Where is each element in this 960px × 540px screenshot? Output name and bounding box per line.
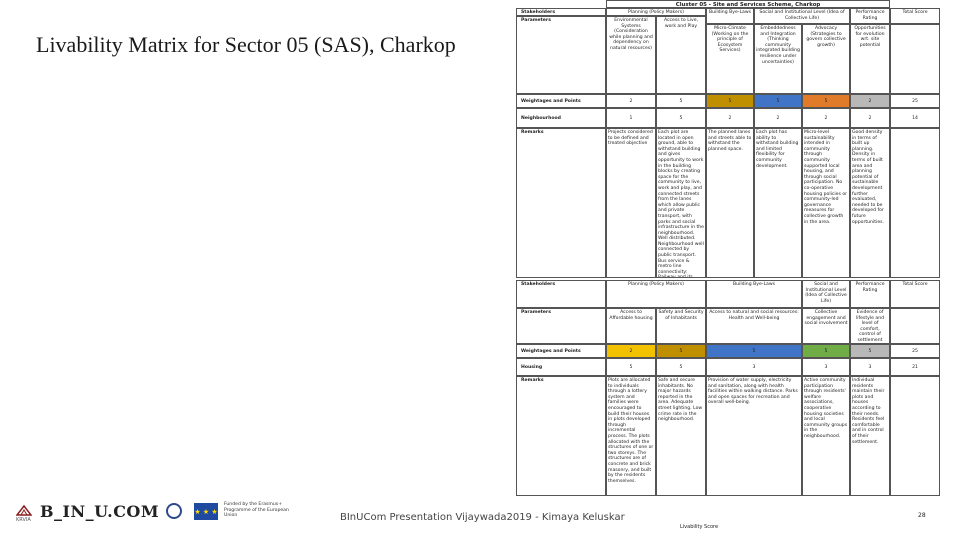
weightage-value: 5 xyxy=(802,94,850,108)
empty-cell xyxy=(890,128,940,278)
empty-cell xyxy=(890,308,940,344)
score-total: 21 xyxy=(890,358,940,376)
weightage-value: 5 xyxy=(850,344,890,358)
weightage-label: Weightages and Points xyxy=(516,94,606,108)
total-score-header: Total Score xyxy=(890,8,940,24)
score-value: 3 xyxy=(802,358,850,376)
remarks-label: Remarks xyxy=(516,128,606,278)
empty-cell xyxy=(890,24,940,94)
total-score-header: Total Score xyxy=(890,280,940,308)
eu-flag-icon xyxy=(194,503,218,520)
weightage-value: 5 xyxy=(656,344,706,358)
score-value: 2 xyxy=(754,108,802,128)
score-value: 5 xyxy=(656,108,706,128)
score-value: 2 xyxy=(850,108,890,128)
parameters-label: Parameters xyxy=(516,308,606,344)
binucom-logo: B_IN_U.COM xyxy=(40,502,160,521)
score-value: 5 xyxy=(656,358,706,376)
remark: The planned lanes and streets able to withstand the planned space. xyxy=(706,128,754,278)
remark: Safe and secure inhabitants. No major hazards reported in the area. Adequate street lighting. Low crime rate in the neighbourhood. xyxy=(656,376,706,496)
weightage-value: 5 xyxy=(706,94,754,108)
remark: Each plot has ability to withstand building and limited flexibility for community development. xyxy=(754,128,802,278)
stakeholder-planning: Planning (Policy Makers) xyxy=(606,280,706,308)
weightage-value: 5 xyxy=(706,344,802,358)
weightage-value: 2 xyxy=(606,94,656,108)
krvia-logo-icon xyxy=(16,504,32,516)
parameters-label: Parameters xyxy=(516,16,606,94)
stakeholder-bye-laws: Building Bye-Laws xyxy=(706,8,754,24)
weightage-total: 25 xyxy=(890,344,940,358)
parameter: Access to Live, work and Play xyxy=(656,16,706,94)
remark: Projects considered to be defined and treated objective xyxy=(606,128,656,278)
weightage-total: 25 xyxy=(890,94,940,108)
row-label-housing: Housing xyxy=(516,358,606,376)
remark: Micro-level sustainability intended in community through community supported local housing, and through social participation. No co-operative housing policies or community-led governance measures for collective growth in the area. xyxy=(802,128,850,278)
stakeholder-social: Social and Institutional Level (Idea of Collective Life) xyxy=(754,8,850,24)
score-value: 5 xyxy=(606,358,656,376)
page-number: 28 xyxy=(918,512,926,519)
remark: Individual residents maintain their plots and houses according to their needs. Residents feel comfortable and in control of their settlement. xyxy=(850,376,890,496)
weightage-label: Weightages and Points xyxy=(516,344,606,358)
parameter: Micro-Climate (Working on the principle of Ecosystem Services) xyxy=(706,24,754,94)
score-value: 2 xyxy=(706,108,754,128)
stakeholder-planning: Planning (Policy Makers) xyxy=(606,8,706,16)
parameter: Embeddedness and Integration (Thinking community integrated building resilience under uncertainties) xyxy=(754,24,802,94)
eu-flag-stars: ★ ★ ★ xyxy=(194,507,218,516)
remarks-label: Remarks xyxy=(516,376,606,496)
matrix-title: Cluster 05 - Site and Services Scheme, Charkop xyxy=(606,0,890,8)
stakeholders-label: Stakeholders xyxy=(516,8,606,16)
empty-cell xyxy=(890,376,940,496)
remark: Active community participation through residents' welfare associations, cooperative housing societies and local community groups in the neighbourhood. xyxy=(802,376,850,496)
remark: Plots are allocated to individuals through a lottery system and families were encouraged to build their houses in plots developed through incremental process. The plots allocated with the structures of one or two storeys. The structures are of concrete and brick masonry, and built by the residents themselves. xyxy=(606,376,656,496)
footer-caption: BInUCom Presentation Vijaywada2019 - Kimaya Keluskar xyxy=(340,512,625,523)
weightage-value: 2 xyxy=(606,344,656,358)
slide-title: Livability Matrix for Sector 05 (SAS), Charkop xyxy=(36,32,456,57)
weightage-value: 2 xyxy=(850,94,890,108)
parameter: Evidence of lifestyle and level of comfort, control of settlement xyxy=(850,308,890,344)
stakeholders-label: Stakeholders xyxy=(516,280,606,308)
weightage-value: 5 xyxy=(802,344,850,358)
stakeholder-performance: Performance Rating xyxy=(850,8,890,24)
remark: Each plot are located in open ground, able to withstand building and gives opportunity to work in the building blocks by creating space for the community to live, work and play, and connected streets from the lanes which allow public and private transport, with parks and social infrastructure in the neighbourhood. Well distributed. Neighbourhood well connected by public transport. Bus service & metro line connectivity: Railway and its xyxy=(658,130,705,278)
university-seal-icon xyxy=(166,503,182,519)
stakeholder-bye-laws: Building Bye-Laws xyxy=(706,280,802,308)
weightage-value: 5 xyxy=(754,94,802,108)
krvia-label: KRVIA xyxy=(16,517,31,523)
parameter: Access to Affordable housing xyxy=(606,308,656,344)
score-value: 1 xyxy=(606,108,656,128)
score-value: 3 xyxy=(706,358,802,376)
remark: Provision of water supply, electricity and sanitation, along with health facilities within walking distance. Parks and open spaces for recreation and overall well-being. xyxy=(706,376,802,496)
livability-matrix xyxy=(516,0,940,496)
parameter: Access to natural and social resources: Health and Well-being xyxy=(706,308,802,344)
score-value: 2 xyxy=(802,108,850,128)
score-value: 3 xyxy=(850,358,890,376)
parameter: Collective engagement and social involvement xyxy=(802,308,850,344)
row-label-neighbourhood: Neighbourhood xyxy=(516,108,606,128)
score-total: 14 xyxy=(890,108,940,128)
parameter: Opportunities for evolution wrt. site potential xyxy=(850,24,890,94)
stakeholder-social: Social and Institutional Level (Idea of Collective Life) xyxy=(802,280,850,308)
parameter: Environmental Systems (Consideration while planning and dependency on natural resources) xyxy=(606,16,656,94)
livability-score-label: Livability Score xyxy=(680,524,719,530)
remark: Good density in terms of built up planning. Density in terms of built area and planning potential of sustainable development further evaluated, needed to be developed for future opportunities. xyxy=(850,128,890,278)
parameter: Safety and Security of Inhabitants xyxy=(656,308,706,344)
parameter: Advocacy (Strategies to govern collective growth) xyxy=(802,24,850,94)
eu-funding-text: Funded by the Erasmus+ Programme of the European Union xyxy=(224,502,289,519)
weightage-value: 5 xyxy=(656,94,706,108)
stakeholder-performance: Performance Rating xyxy=(850,280,890,308)
